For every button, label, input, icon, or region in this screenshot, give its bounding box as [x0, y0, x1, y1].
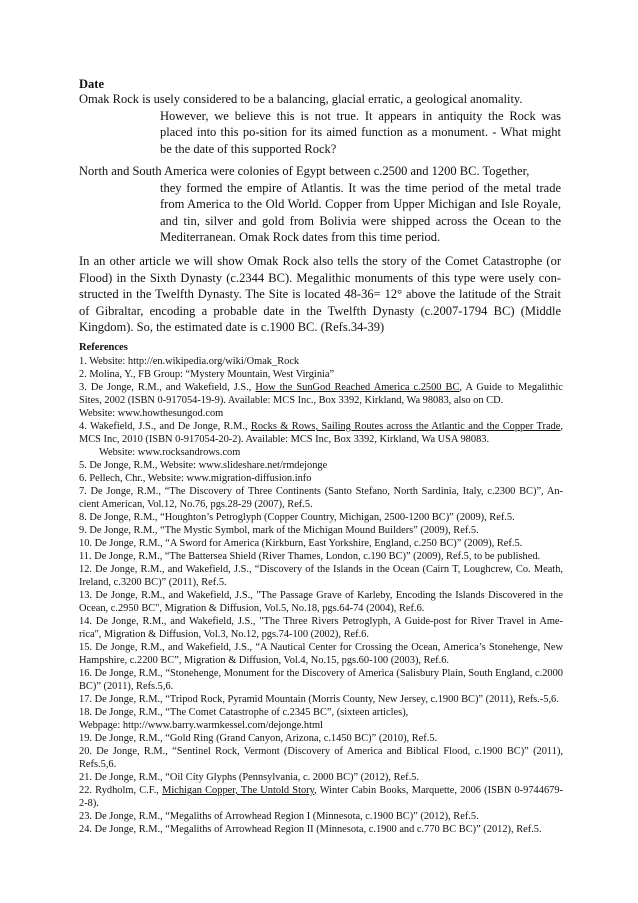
reference-item [79, 706, 563, 732]
reference-text: 7. De Jonge, R.M., “The Discovery of Three Continents (Santo Stefano, North Sardinia, Italy, c.2300 BC)”, An-cient American, Vol.12, No.76, pgs.28-29 (2007), Ref.5. [79, 486, 563, 510]
reference-text: 13. De Jonge, R.M., and Wakefield, J.S., "The Passage Grave of Karleby, Encoding the Islands Discovered in the Ocean, c.2950 BC", Migration & Diffusion, Vol.5, No.18, pgs.64-74 (2004), Ref.6. [79, 590, 563, 614]
reference-text: 5. De Jonge, R.M., Website: www.slideshare.net/rmdejonge [79, 460, 328, 471]
reference-book-title: Michigan Copper, The Untold Story [162, 785, 315, 796]
reference-item [79, 550, 563, 563]
reference-item [79, 615, 563, 641]
reference-text-continued: , A Guide to Megalithic Sites, 2002 (ISBN 0-917054-19-9). Available: MCS Inc., Box 3392, Kirkland, Wa 98083, also on CD. [79, 382, 563, 406]
paragraph-1 [79, 91, 561, 157]
reference-website: Webpage: http://www.barry.warmkessel.com/dejonge.html [79, 720, 323, 731]
reference-item [79, 823, 563, 836]
reference-text: 8. De Jonge, R.M., “Houghton’s Petroglyph (Copper Country, Michigan, 2500-1200 BC)” (2009), Ref.5. [79, 512, 515, 523]
reference-book-title: Rocks & Rows, Sailing Routes across the Atlantic and the Copper Trade [250, 421, 561, 432]
reference-item [79, 641, 563, 667]
reference-text: 12. De Jonge, R.M., and Wakefield, J.S., “Discovery of the Islands in the Ocean (Cairn T, Loughcrew, Co. Meath, Ireland, c.3200 BC)” (2011), Ref.5. [79, 564, 563, 588]
section-heading-date: Date [79, 77, 104, 91]
reference-text: 4. Wakefield, J.S., and De Jonge, R.M., [79, 421, 251, 432]
paragraph-3: In an other article we will show Omak Rock also tells the story of the Comet Catastrophe (or Flood) in the Sixth Dynasty (c.2344 BC). Megalithic monuments of this type were usely con-structed in the Twelfth Dynasty. The Site is located 48-36= 12° above the latitude of the Strait of Gibraltar, encoding a probable date in the Twelfth Dynasty (c.2007-1794 BC) (Middle Kingdom). So, the estimated date is c.1900 BC. (Refs.34-39) [79, 254, 561, 335]
reference-text: 14. De Jonge, R.M., and Wakefield, J.S., "The Three Rivers Petroglyph, A Guide-post for River Travel in Ame-rica", Migration & Diffusion, Vol.3, No.12, pgs.74-100 (2002), Ref.6. [79, 616, 563, 640]
reference-item [79, 381, 563, 420]
reference-item [79, 667, 563, 693]
reference-item [79, 589, 563, 615]
reference-text: 9. De Jonge, R.M., “The Mystic Symbol, mark of the Michigan Mound Builders” (2009), Ref.5. [79, 525, 479, 536]
reference-item [79, 355, 563, 368]
reference-text: 17. De Jonge, R.M., “Tripod Rock, Pyramid Mountain (Morris County, New Jersey, c.1900 BC)” (2011), Refs.-5,6. [79, 694, 559, 705]
reference-text: 22. Rydholm, C.F., [79, 785, 163, 796]
paragraph-1-first-line: Omak Rock is usely considered to be a balancing, glacial erratic, a geological anomality. [79, 92, 523, 106]
reference-item [79, 771, 563, 784]
reference-text: 19. De Jonge, R.M., “Gold Ring (Grand Canyon, Arizona, c.1450 BC)” (2010), Ref.5. [79, 733, 438, 744]
reference-text: 16. De Jonge, R.M., “Stonehenge, Monument for the Discovery of America (Salisbury Plain, South England, c.2000 BC)” (2011), Refs.5,6. [79, 668, 563, 692]
reference-text: 20. De Jonge, R.M., “Sentinel Rock, Vermont (Discovery of America and Biblical Flood, c.1900 BC)” (2011), Refs.5,6. [79, 746, 563, 770]
reference-website: Website: www.rocksandrows.com [99, 447, 241, 458]
reference-text-continued: , Winter Cabin Books, Marquette, 2006 (ISBN 0-9744679-2-8). [79, 785, 563, 809]
reference-item [79, 368, 563, 381]
reference-item [79, 511, 563, 524]
paragraph-2-first-line: North and South America were colonies of Egypt between c.2500 and 1200 BC. Together, [79, 164, 530, 178]
references-list [79, 355, 563, 836]
reference-text: 23. De Jonge, R.M., “Megaliths of Arrowhead Region I (Minnesota, c.1900 BC)” (2012), Ref.5. [79, 811, 479, 822]
reference-item [79, 472, 563, 485]
paragraph-2-indented-text: they formed the empire of Atlantis. It was the time period of the metal trade from America to the Old World. Copper from Upper Michigan and Isle Royale, and tin, silver and gold from Bolivia were shipped across the Ocean to the Mediterranean. Omak Rock dates from this time period. [160, 180, 561, 245]
reference-item [79, 420, 563, 459]
reference-text-continued: , MCS Inc, 2010 (ISBN 0-917054-20-2). Available: MCS Inc, Box 3392, Kirkland, Wa USA 98083. [79, 421, 563, 445]
reference-item [79, 784, 563, 810]
paragraph-2 [79, 163, 561, 246]
reference-item [79, 810, 563, 823]
reference-text: 3. De Jonge, R.M., and Wakefield, J.S., [79, 382, 256, 393]
reference-item [79, 524, 563, 537]
reference-text: 1. Website: http://en.wikipedia.org/wiki/Omak_Rock [79, 356, 300, 367]
paragraph-1-indented-text: However, we believe this is not true. It appears in antiquity the Rock was placed into this po-sition for its aimed function as a monument. - What might be the date of this supported Rock? [160, 108, 561, 156]
reference-text: 24. De Jonge, R.M., “Megaliths of Arrowhead Region II (Minnesota, c.1900 and c.770 BC BC)” (2012), Ref.5. [79, 824, 542, 835]
reference-item [79, 563, 563, 589]
reference-item [79, 459, 563, 472]
reference-text: 2. Molina, Y., FB Group: “Mystery Mountain, West Virginia” [79, 369, 335, 380]
reference-item [79, 537, 563, 550]
reference-text: 21. De Jonge, R.M., “Oil City Glyphs (Pennsylvania, c. 2000 BC)” (2012), Ref.5. [79, 772, 419, 783]
references-heading: References [79, 342, 128, 353]
reference-item [79, 485, 563, 511]
reference-text: 18. De Jonge, R.M., “The Comet Catastrophe of c.2345 BC”, (sixteen articles), [79, 707, 409, 718]
reference-text: 10. De Jonge, R.M., “A Sword for America (Kirkburn, East Yorkshire, England, c.250 BC)” (2009), Ref.5. [79, 538, 523, 549]
reference-item [79, 732, 563, 745]
reference-website: Website: www.howthesungod.com [79, 408, 224, 419]
reference-book-title: How the SunGod Reached America c.2500 BC [255, 382, 460, 393]
reference-item [79, 745, 563, 771]
reference-text: 15. De Jonge, R.M., and Wakefield, J.S., “A Nautical Center for Crossing the Ocean, America’s Stonehenge, New Hampshire, c.2200 BC”, Migration & Diffusion, Vol.4, No.15, pgs.60-100 (2003), Ref.6. [79, 642, 563, 666]
reference-text: 11. De Jonge, R.M., “The Battersea Shield (River Thames, London, c.190 BC)” (2009), Ref.5, to be published. [79, 551, 541, 562]
reference-item [79, 693, 563, 706]
reference-text: 6. Pellech, Chr., Website: www.migration-diffusion.info [79, 473, 312, 484]
